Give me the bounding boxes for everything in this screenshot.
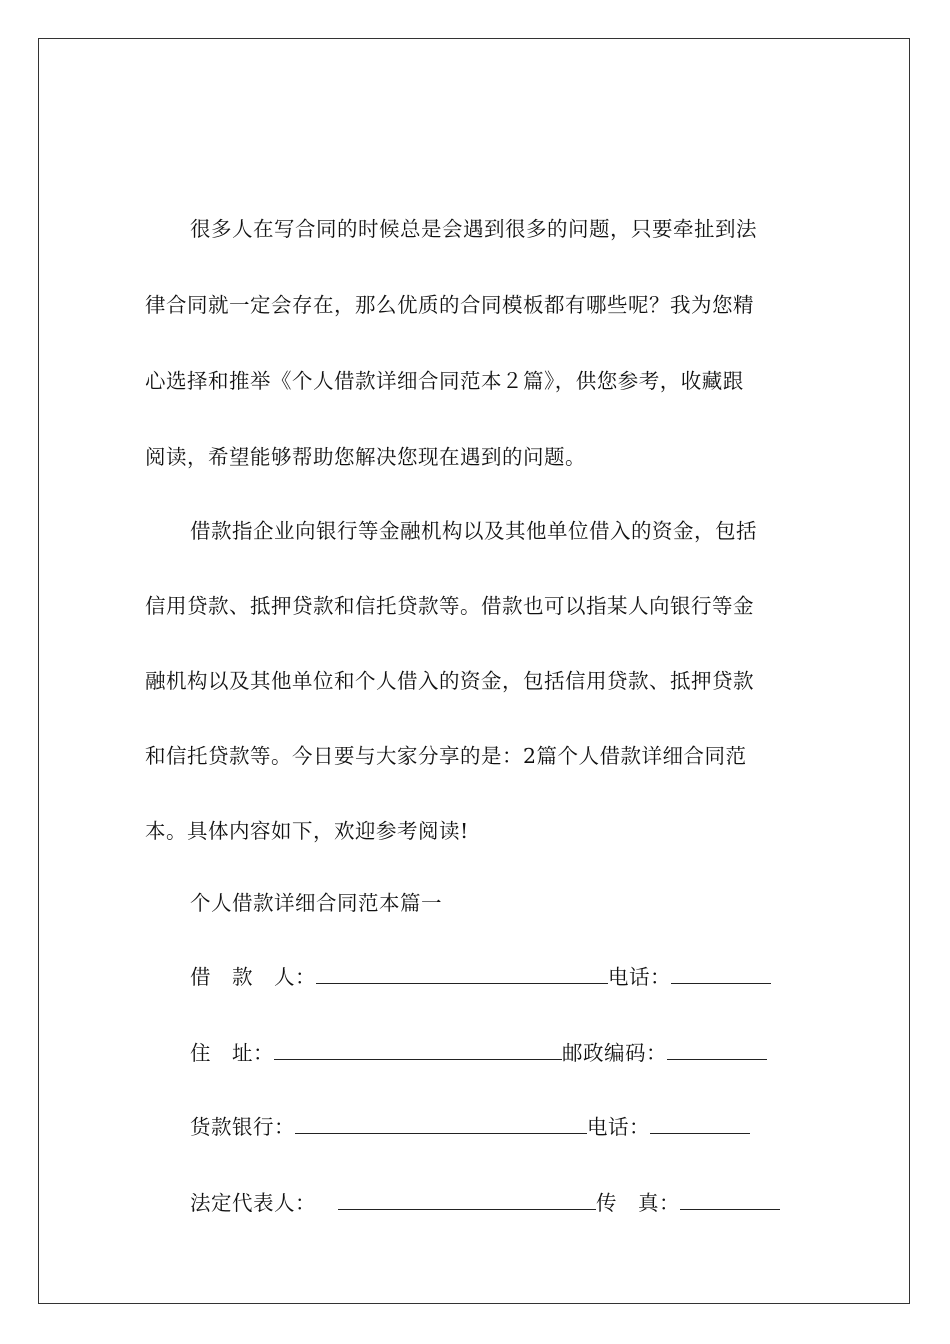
field-bank: [190, 1110, 750, 1140]
definition-line-2: 信用贷款、抵押贷款和信托贷款等。借款也可以指某人向银行等金: [145, 594, 754, 618]
postcode-blank[interactable]: [667, 1041, 767, 1060]
field-borrower-phone-label: 电话：: [608, 965, 671, 989]
intro-line-3: 心选择和推举《个人借款详细合同范本２篇》，供您参考，收藏跟: [145, 369, 744, 393]
borrower-blank[interactable]: [316, 965, 608, 984]
bank-blank[interactable]: [295, 1115, 587, 1134]
definition-line-5: 本。具体内容如下，欢迎参考阅读!: [145, 819, 469, 843]
field-borrower-label: 借 款 人：: [190, 965, 316, 989]
field-address: [190, 1036, 767, 1066]
field-postcode-label: 邮政编码：: [562, 1041, 667, 1065]
definition-line-4: 和信托贷款等。今日要与大家分享的是：2篇个人借款详细合同范: [145, 744, 747, 768]
field-legal-rep-label: 法定代表人：: [190, 1191, 316, 1215]
bank-phone-blank[interactable]: [650, 1115, 750, 1134]
definition-line-3: 融机构以及其他单位和个人借入的资金，包括信用贷款、抵押贷款: [145, 669, 754, 693]
intro-line-1: 很多人在写合同的时候总是会遇到很多的问题，只要牵扯到法: [190, 217, 757, 241]
intro-line-4: 阅读，希望能够帮助您解决您现在遇到的问题。: [145, 445, 586, 469]
section-title: 个人借款详细合同范本篇一: [190, 891, 442, 915]
field-bank-label: 货款银行：: [190, 1115, 295, 1139]
address-blank[interactable]: [274, 1041, 562, 1060]
field-bank-phone-label: 电话：: [587, 1115, 650, 1139]
field-legal-rep: [190, 1186, 780, 1216]
field-fax-label: 传 真：: [596, 1191, 680, 1215]
legal-rep-blank[interactable]: [338, 1191, 596, 1210]
fax-blank[interactable]: [680, 1191, 780, 1210]
intro-line-2: 律合同就一定会存在，那么优质的合同模板都有哪些呢？我为您精: [145, 293, 754, 317]
borrower-phone-blank[interactable]: [671, 965, 771, 984]
field-address-label: 住 址：: [190, 1041, 274, 1065]
definition-line-1: 借款指企业向银行等金融机构以及其他单位借入的资金，包括: [190, 519, 757, 543]
field-borrower: [190, 960, 771, 990]
